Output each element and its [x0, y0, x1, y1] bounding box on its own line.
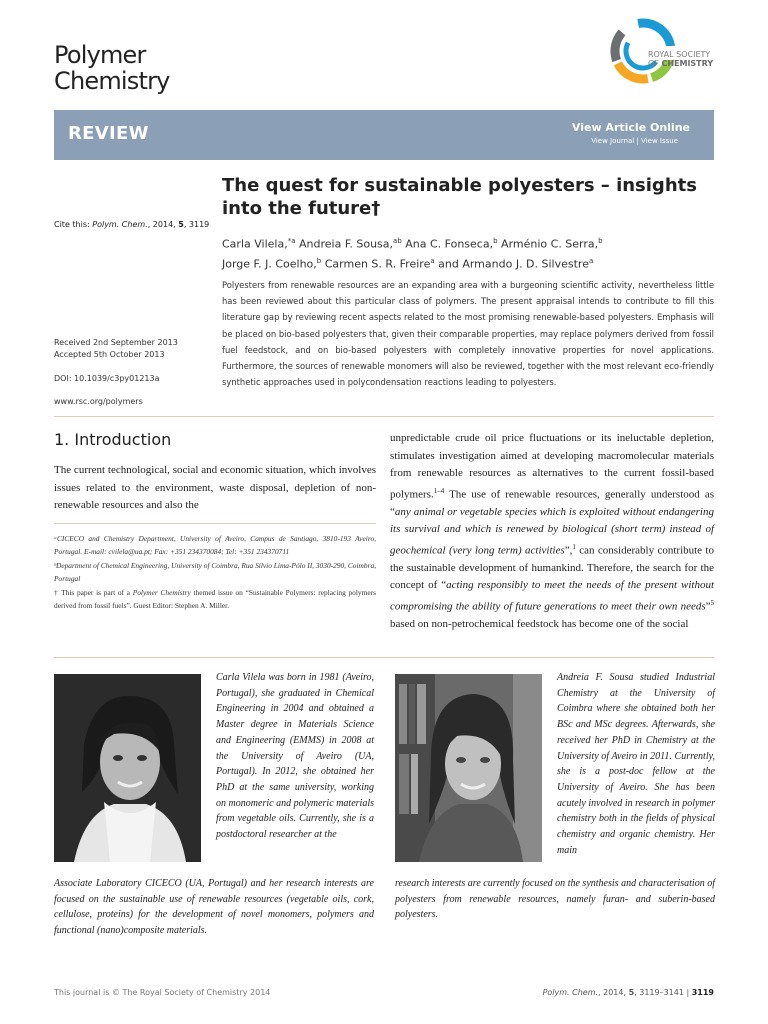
author-affiliation-superscript: b	[598, 237, 603, 245]
author-name: Jorge F. J. Coelho,	[222, 257, 317, 271]
bio-carla-vilela-side: Carla Vilela was born in 1981 (Aveiro, Portugal), she graduated in Chemical Engineering in 2004 and obtained a Master degree in Materials Science and Engineering (EMMS) in 2008 at the University of Aveiro (UA, Portugal). In 2012, she obtained her PhD at the same university, working on monomeric and polymeric materials from vegetable oils. Currently, she is a postdoctoral researcher at the	[216, 672, 374, 841]
article-type-banner	[54, 110, 714, 160]
bio-andreia-sousa-bottom: research interests are currently focused on the synthesis and characterisation of polyesters from renewable resources, namely furan- and suberin-based polyesters.	[395, 878, 715, 921]
article-title: The quest for sustainable polyesters – insights into the future†	[222, 175, 697, 219]
footnotes	[54, 532, 376, 612]
intro-text: can considerably contribute to the sustainable development of humankind. Therefore, the search for the concept of “	[390, 544, 714, 592]
rsc-line2-prefix: OF	[648, 59, 662, 68]
footer-year: , 2014,	[598, 988, 629, 997]
intro-quote: any animal or vegetable species which is exploited without endangering its survival and which is renewed by biological (short term) instead of geochemical (very long term) activities	[390, 505, 714, 557]
citation	[54, 220, 209, 229]
cite-prefix: Cite this:	[54, 220, 93, 229]
rsc-line2-bold: CHEMISTRY	[661, 59, 714, 68]
footnote-dagger-text: themed issue on “Sustainable Polymers: replacing polymers derived from fossil fuels”. Guest Editor: Stephen A. Miller.	[54, 587, 376, 611]
abstract: Polyesters from renewable resources are an expanding area with a burgeoning scientific activity, nevertheless little has been reviewed about this particular class of polymers. The present appraisal intends to contribute to fill this literature gap by reviewing recent aspects related to the most promising renewable-based polyesters. Emphasis will be placed on bio-based polyesters that, given their comparable properties, may replace polymers derived from fossil fuel feedstock, and on bio-based polyesters with completely innovative properties for novel applications. Furthermore, the sources of renewable monomers will also be reviewed, together with the most relevant eco-friendly synthetic approaches used in polycondensation reactions leading to polyesters.	[222, 280, 714, 388]
ref-superscript[interactable]: 5	[710, 598, 714, 607]
author-name: Carmen S. R. Freire	[321, 257, 431, 271]
cite-pages: , 3119	[183, 220, 210, 229]
author-photo-carla-vilela	[54, 674, 201, 862]
footnote-dagger	[54, 586, 376, 613]
intro-text: ”	[705, 600, 711, 613]
footnote-b: ᵇDepartment of Chemical Engineering, University of Coimbra, Rua Sílvio Lima-Pólo II, 3030-290, Coimbra, Portugal	[54, 560, 377, 584]
view-journal-issue-links[interactable]: View Journal | View Issue	[591, 137, 678, 145]
intro-text: ”,	[564, 544, 573, 557]
view-article-online-link[interactable]: View Article Online	[571, 121, 690, 134]
author-affiliation-superscript: a	[588, 256, 594, 265]
intro-paragraph-left: The current technological, social and economic situation, which involves issues related to the environment, waste disposal, depletion of non-renewable resources and also the	[54, 464, 376, 511]
author-affiliation-superscript: *a	[287, 237, 296, 245]
author-name: Arménio C. Serra,	[497, 237, 599, 251]
rsc-wordmark	[648, 50, 713, 68]
footnote-divider	[54, 523, 376, 524]
author-affiliation-superscript: b	[493, 237, 498, 245]
footnote-dagger-text: † This paper is part of a	[54, 587, 133, 597]
intro-text: based on non-petrochemical feedstock has become one of the social	[390, 617, 689, 630]
page-number: 3119	[691, 988, 714, 997]
journal-website-link[interactable]: www.rsc.org/polymers	[54, 397, 143, 406]
divider	[54, 416, 714, 417]
footnote-a: ᵃCICECO and Chemistry Department, University of Aveiro, Campus de Santiago, 3810-193 Aveiro, Portugal. E-mail: cvilela@ua.pt; Fax: +351 234370084; Tel: +351 234370711	[54, 534, 376, 557]
cite-journal: Polym. Chem.	[92, 220, 148, 229]
author-name: Andreia F. Sousa,	[295, 237, 394, 251]
article-type-label: REVIEW	[68, 123, 149, 144]
section-heading-introduction: 1. Introduction	[54, 430, 172, 449]
cite-volume: 5	[178, 220, 184, 229]
intro-paragraph-right	[390, 430, 714, 633]
cite-rest: , 2014,	[147, 220, 179, 229]
author-line-2	[222, 253, 722, 273]
journal-name	[54, 42, 170, 94]
ref-superscript[interactable]: 1	[572, 542, 576, 551]
author-line-1	[222, 233, 722, 253]
article-metadata	[54, 337, 178, 408]
author-affiliation-superscript: b	[316, 256, 322, 265]
intro-text: unpredictable crude oil price fluctuations or its ineluctable depletion, stimulates investigation aimed at developing macromolecular materials from renewable resources as alternatives to the current fossil-based polymers.	[390, 432, 714, 501]
author-affiliation-superscript: a	[430, 256, 435, 265]
author-name: Ana C. Fonseca,	[401, 237, 494, 251]
footer-copyright: This journal is © The Royal Society of Chemistry 2014	[54, 988, 271, 997]
intro-text: The use of renewable resources, generally understood as “	[390, 488, 714, 518]
footer-journal: Polym. Chem.	[542, 988, 599, 997]
journal-name-line2: Chemistry	[54, 67, 170, 95]
received-date: Received 2nd September 2013	[54, 338, 178, 347]
footer-citation	[543, 988, 714, 997]
author-name: Carla Vilela,	[222, 237, 288, 251]
author-photo-andreia-sousa	[395, 674, 542, 862]
author-name: and Armando J. D. Silvestre	[434, 257, 589, 271]
author-list	[222, 233, 722, 272]
doi[interactable]: DOI: 10.1039/c3py01213a	[54, 374, 160, 383]
footnote-dagger-journal: Polymer Chemistry	[132, 587, 191, 597]
ref-superscript[interactable]: 1–4	[433, 486, 445, 495]
bio-carla-vilela-bottom: Associate Laboratory CICECO (UA, Portugal) and her research interests are focused on the sustainable use of renewable resources (vegetable oils, cork, cellulose, proteins) for the development of novel monomers, polymers and functional (nano)composite materials.	[54, 878, 374, 937]
journal-name-line1: Polymer	[54, 41, 146, 69]
divider	[54, 657, 714, 658]
intro-quote: acting responsibly to meet the needs of the present without compromising the ability of future generations to meet their own needs	[390, 579, 715, 613]
footer-pages: , 3119–3141 |	[634, 988, 692, 997]
author-affiliation-superscript: ab	[393, 237, 402, 245]
accepted-date: Accepted 5th October 2013	[54, 350, 165, 359]
footer-volume: 5	[628, 988, 635, 997]
bio-andreia-sousa-side: Andreia F. Sousa studied Industrial Chemistry at the University of Coimbra where she obtained both her BSc and MSc degrees. Afterwards, she received her PhD in Chemistry at the University of Aveiro in 2011. Currently, she is a post-doc fellow at the University of Aveiro. She has been acutely involved in research in polymer chemistry both in the fields of physical chemistry and organic chemistry. Her main	[557, 672, 715, 856]
rsc-line1: ROYAL SOCIETY	[648, 50, 711, 59]
